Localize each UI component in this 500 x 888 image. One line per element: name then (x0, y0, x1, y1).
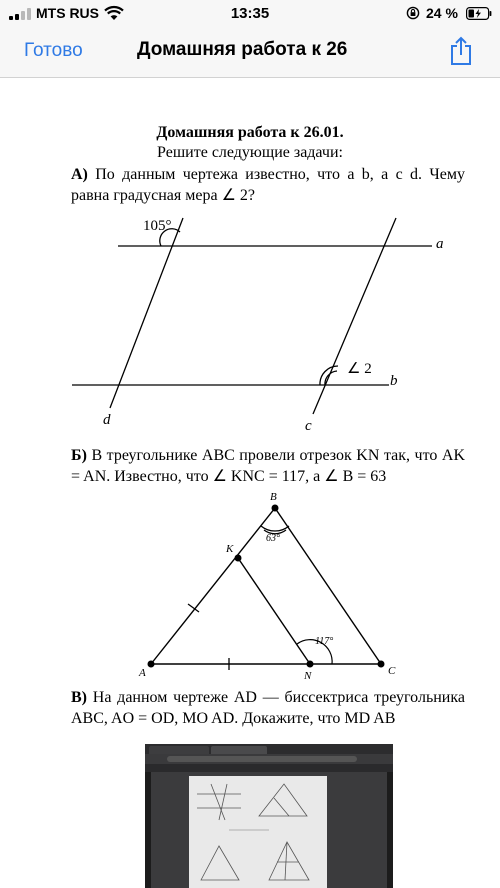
carrier-name: MTS RUS (36, 5, 99, 21)
navigation-bar (0, 26, 500, 78)
document-title: Домашняя работа к 26.01. (156, 124, 344, 141)
vertex-b-dot (272, 505, 279, 512)
task-b-body: В треугольнике ABC провели отрезок KN так, что AK = AN. Известно, что ∠ KNC = 117, а ∠ B = 63 (71, 447, 465, 485)
task-c-label: В) (71, 689, 87, 706)
vertex-n-label: N (304, 670, 312, 682)
vertex-c-dot (378, 661, 385, 668)
status-bar (0, 0, 500, 26)
segment-kn (238, 558, 310, 664)
angle-2-label: ∠ 2 (347, 361, 372, 377)
line-d-label: d (103, 412, 111, 428)
figure-parallel-lines (0, 206, 500, 436)
vertex-a-label: A (139, 667, 146, 679)
share-icon[interactable] (449, 36, 473, 66)
task-a-body: По данным чертежа известно, что a b, а c d. Чему равна градусная мера ∠ 2? (71, 166, 466, 204)
battery-charging-icon (466, 7, 492, 20)
line-c-label: c (305, 418, 312, 434)
vertex-k-label: K (226, 543, 234, 555)
document-subtitle: Решите следующие задачи: (157, 144, 343, 161)
browser-tabs (145, 744, 393, 754)
task-b-text (71, 445, 465, 487)
task-c-body: На данном чертеже AD — биссектриса треугольника ABC, AO = OD, MO AD. Докажите, что MD AB (71, 689, 466, 727)
browser-bookmarks-bar (145, 764, 393, 772)
line-b-label: b (390, 373, 398, 389)
vertex-a-dot (148, 661, 155, 668)
preview-figures (189, 776, 327, 888)
line-a-label: a (436, 236, 444, 252)
angle-105-label: 105° (143, 218, 172, 234)
page-title: Домашняя работа к 26 (137, 39, 348, 60)
task-c-text (71, 687, 465, 729)
document-view[interactable] (0, 78, 500, 888)
vertex-c-label: C (388, 665, 396, 677)
angle-b-label: 63° (266, 533, 280, 544)
task-b-label: Б) (71, 447, 87, 464)
battery-percent: 24 % (426, 5, 458, 21)
document-page-preview (189, 776, 327, 888)
embedded-screenshot (145, 744, 393, 888)
done-button[interactable]: Готово (24, 40, 83, 61)
clock: 13:35 (230, 5, 270, 22)
task-a-label: А) (71, 166, 88, 183)
vertex-k-dot (235, 555, 242, 562)
browser-address-bar (167, 756, 357, 762)
angle-n-label: 117° (315, 636, 334, 647)
vertex-n-dot (307, 661, 314, 668)
rotation-lock-icon (406, 6, 420, 20)
figure-triangle (0, 488, 500, 688)
vertex-b-label: B (270, 491, 277, 503)
task-a-text (71, 164, 465, 206)
